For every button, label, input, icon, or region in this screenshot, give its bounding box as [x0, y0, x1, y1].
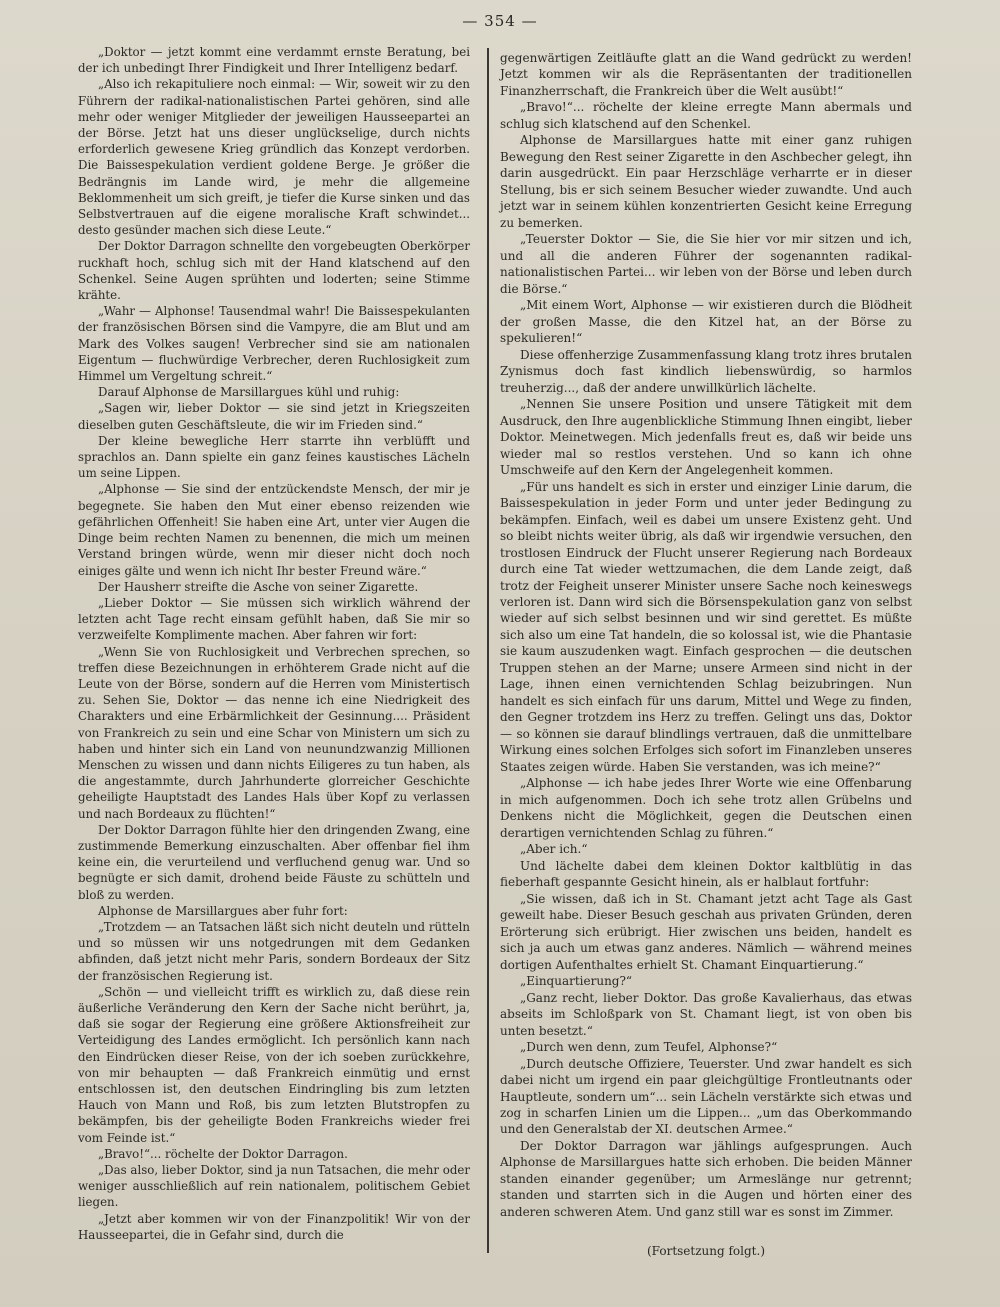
paragraph: „Alphonse — ich habe jedes Ihrer Worte wie eine Offenbarung in mich aufgenommen. Doch ich sehe trotz allen Grübelns und Denkens nicht die Möglichkeit, gegen die Deutschen einen derartigen vernichtenden Schlag zu führen.“	[500, 776, 912, 840]
paragraph: „Aber ich.“	[520, 842, 588, 857]
paragraph: „Bravo!“... röchelte der kleine erregte Mann abermals und schlug sich klatschend auf den Schenkel.	[500, 100, 912, 131]
paragraph: „Für uns handelt es sich in erster und einziger Linie darum, die Baissespekulation in jeder Form und unter jeder Bedingung zu bekämpfen. Einfach, weil es dabei um unsere Existenz geht. Und so bleibt nichts weiter übrig, als daß wir irgendwie versuchen, den trostlosen Eindruck der Flucht unserer Regierung nach Bordeaux durch eine Tat wieder wettzumachen, die dem Lande zeigt, daß trotz der Feigheit unserer Minister unsere Sache noch keineswegs verloren ist. Dann wird sich die Börsenspekulation ganz von selbst wieder auf sich selbst besinnen und wir sind gerettet. Es müßte sich also um eine Tat handeln, die so kolossal ist, wie die Phantasie sie kaum auszudenken wagt. Einfach gesprochen — die deutschen Truppen stehen an der Marne; unsere Armeen sind nicht in der Lage, ihnen einen vernichtenden Schlag beizubringen. Nun handelt es sich einfach für uns darum, Mittel und Wege zu finden, den Gegner trotzdem ins Herz zu treffen. Gelingt uns das, Doktor — so können sie darauf blindlings vertrauen, daß die unmittelbare Wirkung eines solchen Erfolges sich sofort im Finanzleben unseres Staates zeigen würde. Haben Sie verstanden, was ich meine?“	[500, 479, 912, 774]
paragraph: „Sie wissen, daß ich in St. Chamant jetzt acht Tage als Gast geweilt habe. Dieser Besuch geschah aus privaten Gründen, deren Erörterung sich erübrigt. Hier zwischen uns beiden, handelt es sich ja auch um etwas ganz anderes. Nämlich — während meines dortigen Aufenthaltes erhielt St. Chamant Einquartierung.“	[500, 891, 912, 972]
paragraph: „Doktor — jetzt kommt eine verdammt ernste Beratung, bei der ich unbedingt Ihrer Findigkeit und Ihrer Intelligenz bedarf.	[78, 45, 470, 76]
paragraph: „Jetzt aber kommen wir von der Finanzpolitik! Wir von der Hausseepartei, die in Gefahr sind, durch die	[78, 1211, 470, 1242]
paragraph: „Einquartierung?“	[520, 974, 633, 989]
paragraph: „Wahr — Alphonse! Tausendmal wahr! Die Baissespekulanten der französischen Börsen sind die Vampyre, die am Blut und am Mark des Volkes saugen! Verbrecher sind sie am nationalen Eigentum — fluchwürdige Verbrecher, deren Ruchlosigkeit zum Himmel um Vergeltung schreit.“	[78, 304, 470, 384]
paragraph: „Schön — und vielleicht trifft es wirklich zu, daß diese rein äußerliche Veränderung den Kern der Sache nicht berührt, ja, daß sie sogar der Regierung eine größere Aktionsfreiheit zur Verteidigung des Landes ermöglicht. Ich persönlich kann nach den Eindrücken dieser Reise, von der ich soeben zurückkehre, von mir behaupten — daß Frankreich einmütig und ernst entschlossen ist, den deutschen Eindringling bis zum letzten Hauch von Mann und Roß, bis zum letzten Blutstropfen zu bekämpfen, bis der geheiligte Boden Frankreichs wieder frei vom Feinde ist.“	[78, 984, 470, 1145]
paragraph: „Bravo!“... röchelte der Doktor Darragon.	[98, 1146, 348, 1161]
paragraph: „Wenn Sie von Ruchlosigkeit und Verbrechen sprechen, so treffen diese Bezeichnungen in erhöhterem Grade nicht auf die Leute von der Börse, sondern auf die Herren vom Ministertisch zu. Sehen Sie, Doktor — das nenne ich eine Niedrigkeit des Charakters und eine Erbärmlichkeit der Gesinnung.... Präsident von Frankreich zu sein und eine Schar von Ministern um sich zu haben und hinter sich ein Land von neunundzwanzig Millionen Menschen zu wissen und dann nichts Eiligeres zu tun haben, als die angestammte, durch Jahrhunderte glorreicher Geschichte geheiligte Hauptstadt des Landes Hals über Kopf zu verlassen und nach Bordeaux zu flüchten!“	[78, 644, 470, 821]
paragraph: Und lächelte dabei dem kleinen Doktor kaltblütig in das fieberhaft gespannte Gesicht hinein, als er halblaut fortfuhr:	[500, 858, 912, 890]
paragraph: „Lieber Doktor — Sie müssen sich wirklich während der letzten acht Tage recht einsam gefühlt haben, daß Sie mir so verzweifelte Komplimente machen. Aber fahren wir fort:	[78, 595, 470, 643]
paragraph: „Mit einem Wort, Alphonse — wir existieren durch die Blödheit der großen Masse, die den Kitzel hat, an der Börse zu spekulieren!“	[500, 298, 912, 346]
column-divider	[487, 48, 489, 1253]
page-number: — 354 —	[462, 12, 538, 30]
paragraph: „Alphonse — Sie sind der entzückendste Mensch, der mir je begegnete. Sie haben den Mut einer ebenso reizenden wie gefährlichen Offenheit! Sie haben eine Art, unter vier Augen die Dinge beim rechten Namen zu benennen, die mich um meinen Verstand bringen würde, wenn mir dieser nicht doch noch einiges gälte und wenn ich nicht Ihr bester Freund wäre.“	[78, 482, 470, 578]
paragraph: „Teuerster Doktor — Sie, die Sie hier vor mir sitzen und ich, und all die anderen Führer der sogenannten radikal-nationalistischen Partei... wir leben von der Börse und leben durch die Börse.“	[500, 232, 912, 296]
paragraph: „Nennen Sie unsere Position und unsere Tätigkeit mit dem Ausdruck, den Ihre augenblickliche Stimmung Ihnen eingibt, lieber Doktor. Meinetwegen. Mich jedenfalls freut es, daß wir beide uns wieder mal so restlos verstehen. Und so kann ich ohne Umschweife auf den Kern der Angelegenheit kommen.	[500, 397, 912, 478]
paragraph: „Ganz recht, lieber Doktor. Das große Kavalierhaus, das etwas abseits im Schloßpark von St. Chamant liegt, ist von oben bis unten besetzt.“	[500, 990, 912, 1038]
paragraph: Alphonse de Marsillargues hatte mit einer ganz ruhigen Bewegung den Rest seiner Zigarette in den Aschbecher gelegt, ihn darin ausgedrückt. Ein paar Herzschläge verharrte er in dieser Stellung, bis er sich seinem Besucher wieder zuwandte. Und auch jetzt war in seinem kühlen konzentrierten Gesicht keine Erregung zu bemerken.	[500, 133, 912, 230]
continuation-note: (Fortsetzung folgt.)	[647, 1244, 765, 1258]
paragraph: Der Hausherr streifte die Asche von seiner Zigarette.	[98, 579, 419, 594]
paragraph: „Das also, lieber Doktor, sind ja nun Tatsachen, die mehr oder weniger ausschließlich auf rein nationalem, politischem Gebiet liegen.	[78, 1163, 471, 1210]
left-column	[78, 44, 470, 1243]
paragraph: „Durch wen denn, zum Teufel, Alphonse?“	[520, 1040, 778, 1055]
paragraph: Darauf Alphonse de Marsillargues kühl und ruhig:	[98, 385, 400, 400]
paragraph: Der kleine bewegliche Herr starrte ihn verblüfft und sprachlos an. Dann spielte ein ganz feines kaustisches Lächeln um seine Lippen.	[78, 433, 470, 481]
paragraph: „Sagen wir, lieber Doktor — sie sind jetzt in Kriegszeiten dieselben guten Geschäftsleute, die wir im Frieden sind.“	[78, 401, 470, 432]
right-column	[500, 50, 912, 1220]
paragraph: „Also ich rekapituliere noch einmal: — Wir, soweit wir zu den Führern der radikal-nationalistischen Partei gehören, sind alle mehr oder weniger Mitglieder der jeweiligen Hausseepartei an der Börse. Jetzt hat uns dieser unglückselige, durch nichts erforderlich gewesene Krieg gründlich das Konzept verdorben. Die Baissespekulation verdient goldene Berge. Je größer die Bedrängnis im Lande wird, je mehr die allgemeine Beklommenheit um sich greift, je tiefer die Kurse sinken und das Selbstvertrauen auf die eigene moralische Kraft schwindet... desto gesünder machen sich diese Leute.“	[78, 77, 470, 238]
paragraph: „Durch deutsche Offiziere, Teuerster. Und zwar handelt es sich dabei nicht um irgend ein paar gleichgültige Frontleutnants oder Hauptleute, sondern um“... sein Lächeln verstärkte sich etwas und zog in scharfen Linien um die Lippen... „um das Oberkommando und den Generalstab der XI. deutschen Armee.“	[500, 1056, 912, 1137]
paragraph: Der Doktor Darragon war jählings aufgesprungen. Auch Alphonse de Marsillargues hatte sich erhoben. Die beiden Männer standen einander gegenüber; um Armeslänge nur getrennt; standen und starrten sich in die Augen und hörten einer des anderen schweren Atem. Und ganz still war es sonst im Zimmer.	[500, 1138, 912, 1219]
paragraph: „Trotzdem — an Tatsachen läßt sich nicht deuteln und rütteln und so müssen wir uns notgedrungen mit dem Gedanken abfinden, daß jetzt nicht mehr Paris, sondern Bordeaux der Sitz der französischen Regierung ist.	[78, 919, 470, 983]
paragraph: gegenwärtigen Zeitläufte glatt an die Wand gedrückt zu werden! Jetzt kommen wir als die Repräsentanten der traditionellen Finanzherrschaft, die Frankreich über die Welt ausübt!“	[500, 51, 912, 98]
paragraph: Diese offenherzige Zusammenfassung klang trotz ihres brutalen Zynismus doch fast kindlich liebenswürdig, so harmlos treuherzig..., daß der andere unwillkürlich lächelte.	[500, 347, 912, 395]
paragraph: Der Doktor Darragon schnellte den vorgebeugten Oberkörper ruckhaft hoch, schlug sich mit der Hand klatschend auf den Schenkel. Seine Augen sprühten und loderten; seine Stimme krähte.	[78, 239, 470, 303]
paragraph: Der Doktor Darragon fühlte hier den dringenden Zwang, eine zustimmende Bemerkung einzuschalten. Aber offenbar fiel ihm keine ein, die verurteilend und verfluchend genug war. Und so begnügte er sich damit, drohend beide Fäuste zu schütteln und bloß zu werden.	[78, 822, 470, 902]
paragraph: Alphonse de Marsillargues aber fuhr fort:	[98, 903, 348, 918]
